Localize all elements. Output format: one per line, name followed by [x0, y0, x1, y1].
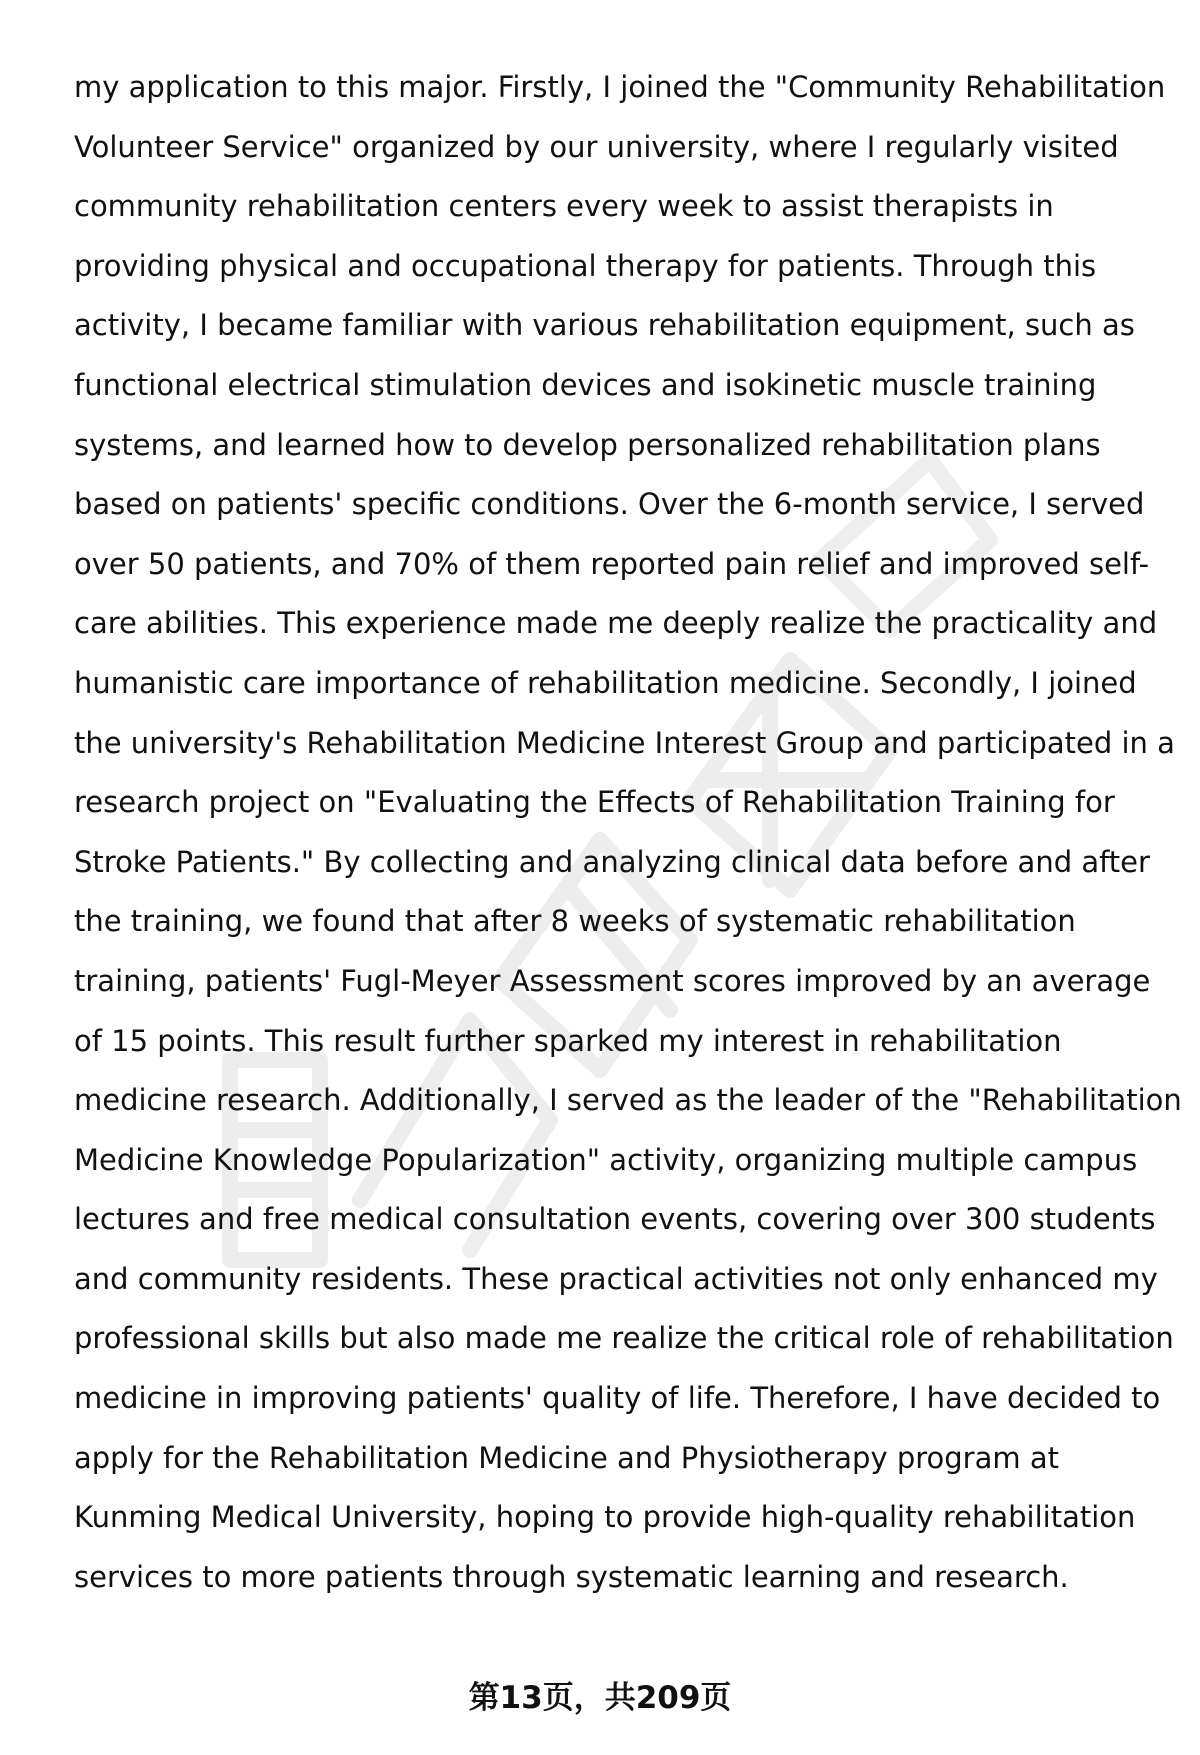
text-line: my application to this major. Firstly, I joined the "Community Rehabilitation: [74, 70, 1166, 104]
text-line: medicine in improving patients' quality of life. Therefore, I have decided to: [74, 1381, 1161, 1416]
text-line: services to more patients through systematic learning and research.: [74, 1559, 1069, 1594]
body-paragraph: [74, 58, 1182, 1607]
text-line: activity, I became familiar with various rehabilitation equipment, such as: [74, 308, 1135, 343]
text-line: systems, and learned how to develop personalized rehabilitation plans: [74, 427, 1101, 462]
text-line: professional skills but also made me realize the critical role of rehabilitation: [74, 1321, 1174, 1356]
text-line: the university's Rehabilitation Medicine Interest Group and participated in a: [74, 725, 1175, 760]
text-line: training, patients' Fugl-Meyer Assessment scores improved by an average: [74, 963, 1151, 998]
text-line: of 15 points. This result further sparked my interest in rehabilitation: [74, 1023, 1062, 1058]
page-number-footer: 第13页，共209页: [468, 1680, 732, 1716]
text-line: Stroke Patients." By collecting and analyzing clinical data before and after: [74, 844, 1150, 879]
text-line: lectures and free medical consultation events, covering over 300 students: [74, 1202, 1156, 1237]
text-line: Volunteer Service" organized by our university, where I regularly visited: [74, 129, 1119, 164]
text-line: medicine research. Additionally, I served as the leader of the "Rehabilitation: [74, 1083, 1182, 1118]
text-line: Medicine Knowledge Popularization" activity, organizing multiple campus: [74, 1142, 1138, 1177]
text-line: and community residents. These practical activities not only enhanced my: [74, 1261, 1158, 1296]
text-line: research project on "Evaluating the Effects of Rehabilitation Training for: [74, 785, 1115, 820]
text-line: providing physical and occupational therapy for patients. Through this: [74, 248, 1097, 283]
text-line: community rehabilitation centers every week to assist therapists in: [74, 189, 1054, 224]
text-line: the training, we found that after 8 weeks of systematic rehabilitation: [74, 904, 1076, 939]
text-line: care abilities. This experience made me deeply realize the practicality and: [74, 606, 1158, 641]
text-line: based on patients' specific conditions. Over the 6-month service, I served: [74, 487, 1145, 522]
text-line: humanistic care importance of rehabilitation medicine. Secondly, I joined: [74, 665, 1137, 700]
text-line: over 50 patients, and 70% of them reported pain relief and improved self-: [74, 546, 1150, 581]
text-line: apply for the Rehabilitation Medicine and Physiotherapy program at: [74, 1440, 1059, 1475]
text-line: functional electrical stimulation devices and isokinetic muscle training: [74, 367, 1097, 402]
text-line: Kunming Medical University, hoping to provide high-quality rehabilitation: [74, 1500, 1136, 1535]
